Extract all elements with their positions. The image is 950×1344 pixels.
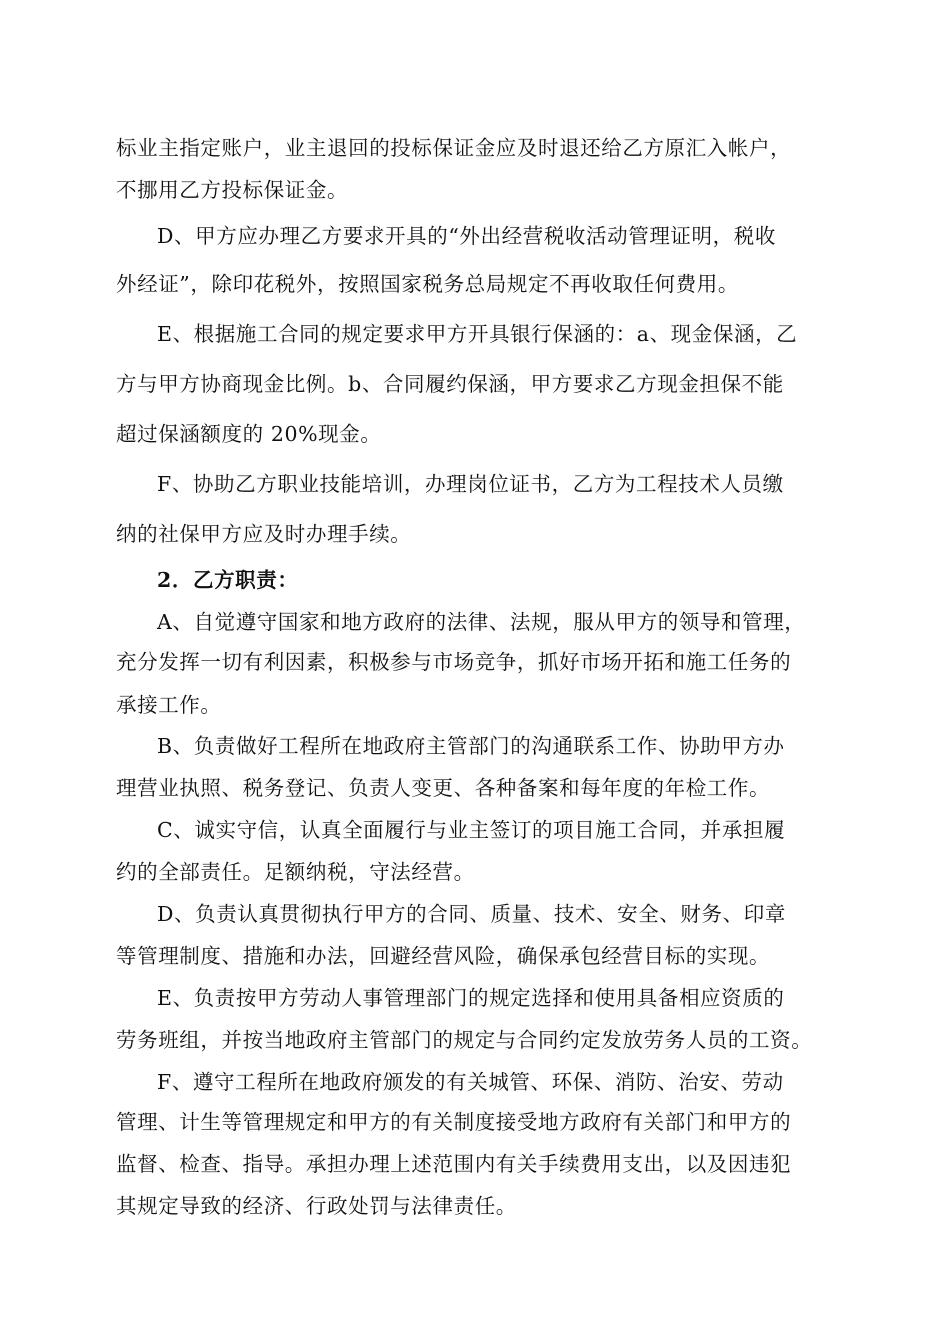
text-line: 监督、检查、指导。承担办理上述范围内有关手续费用支出，以及因违犯 bbox=[116, 1152, 792, 1176]
paragraph-a-line: A、自觉遵守国家和地方政府的法律、法规，服从甲方的领导和管理， bbox=[157, 610, 806, 634]
text-line: 不挪用乙方投标保证金。 bbox=[116, 178, 349, 202]
paragraph-c-line: C、诚实守信，认真全面履行与业主签订的项目施工合同，并承担履 bbox=[157, 818, 786, 842]
text-line: 方与甲方协商现金比例。b、合同履约保涵，甲方要求乙方现金担保不能 bbox=[116, 372, 784, 396]
paragraph-f2-line: F、遵守工程所在地政府颁发的有关城管、环保、消防、治安、劳动 bbox=[157, 1070, 784, 1094]
paragraph-f-line: F、协助乙方职业技能培训，办理岗位证书，乙方为工程技术人员缴 bbox=[157, 472, 784, 496]
paragraph-b-line: B、负责做好工程所在地政府主管部门的沟通联系工作、协助甲方办 bbox=[157, 734, 785, 758]
paragraph-e-line: E、根据施工合同的规定要求甲方开具银行保涵的：a、现金保涵，乙 bbox=[157, 322, 798, 346]
text-line: 超过保涵额度的 20%现金。 bbox=[116, 422, 382, 446]
text-line: 标业主指定账户，业主退回的投标保证金应及时退还给乙方原汇入帐户， bbox=[116, 136, 792, 160]
text-line: 约的全部责任。足额纳税，守法经营。 bbox=[116, 860, 475, 884]
text-line: 管理、计生等管理规定和甲方的有关制度接受地方政府有关部门和甲方的 bbox=[116, 1110, 792, 1134]
text-line: 其规定导致的经济、行政处罚与法律责任。 bbox=[116, 1194, 517, 1218]
text-line: 劳务班组，并按当地政府主管部门的规定与合同约定发放劳务人员的工资。 bbox=[116, 1028, 813, 1052]
paragraph-d2-line: D、负责认真贯彻执行甲方的合同、质量、技术、安全、财务、印章 bbox=[157, 902, 786, 926]
paragraph-e2-line: E、负责按甲方劳动人事管理部门的规定选择和使用具备相应资质的 bbox=[157, 986, 785, 1010]
text-line: 承接工作。 bbox=[116, 693, 222, 717]
text-line: 充分发挥一切有利因素，积极参与市场竞争，抓好市场开拓和施工任务的 bbox=[116, 650, 792, 674]
text-line: 理营业执照、税务登记、负责人变更、各种备案和每年度的年检工作。 bbox=[116, 776, 771, 800]
paragraph-d-line: D、甲方应办理乙方要求开具的“外出经营税收活动管理证明，税收 bbox=[157, 224, 776, 248]
section-heading: 2．乙方职责： bbox=[157, 568, 299, 592]
text-line: 纳的社保甲方应及时办理手续。 bbox=[116, 522, 412, 546]
text-line: 等管理制度、措施和办法，回避经营风险，确保承包经营目标的实现。 bbox=[116, 944, 771, 968]
text-line: 外经证”，除印花税外，按照国家税务总局规定不再收取任何费用。 bbox=[116, 272, 739, 296]
